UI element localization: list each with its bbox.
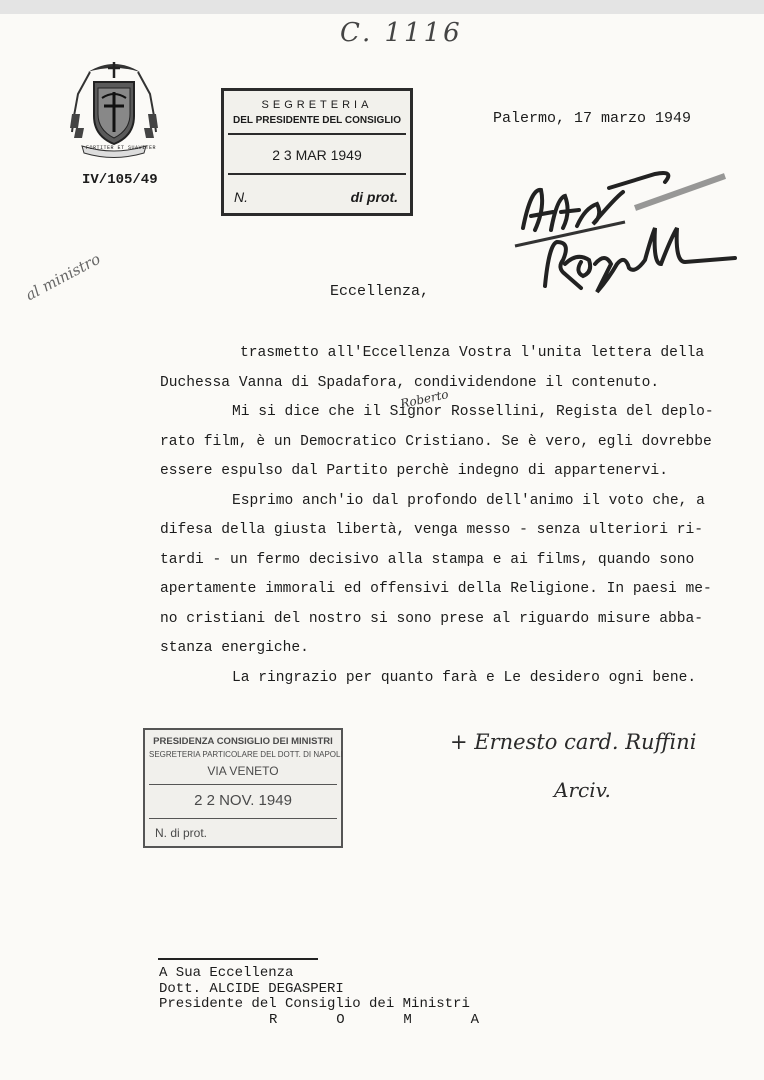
stamp-protocol-label: di prot. — [350, 189, 398, 205]
archive-stamp — [143, 728, 343, 848]
body-line: difesa della giusta libertà, venga messo - senza ulteriori ri- — [160, 522, 703, 538]
archive-stamp-divider — [149, 784, 337, 785]
stamp-line-2: DEL PRESIDENTE DEL CONSIGLIO — [233, 115, 401, 126]
body-line: apertamente immorali ed offensivi della Religione. In paesi me- — [160, 581, 712, 597]
stamp-date: 2 3 MAR 1949 — [272, 147, 362, 163]
signature-title: Arciv. — [554, 778, 611, 802]
received-stamp — [221, 88, 413, 216]
archive-stamp-line-2: SEGRETERIA PARTICOLARE DEL DOTT. DI NAPOLI — [149, 750, 343, 759]
archive-stamp-line-1: PRESIDENZA CONSIGLIO DEI MINISTRI — [153, 736, 333, 747]
letter-body — [160, 339, 740, 693]
address-line: Dott. ALCIDE DEGASPERI — [159, 980, 344, 997]
archive-stamp-protocol: N. di prot. — [155, 826, 208, 840]
scan-edge — [0, 0, 764, 14]
body-line: tardi - un fermo decisivo alla stampa e ai films, quando sono — [160, 551, 695, 568]
body-line: stanza energiche. — [160, 640, 309, 656]
stamp-protocol — [234, 189, 402, 205]
address-line: A Sua Eccellenza — [159, 965, 294, 981]
body-line: trasmetto all'Eccellenza Vostra l'unita lettera della — [240, 345, 705, 361]
document-reference: IV/105/49 — [82, 172, 158, 188]
signature-name: + Ernesto card. Ruffini — [450, 730, 697, 754]
margin-note: al ministro — [22, 249, 104, 305]
address-city: R O M A — [269, 1011, 480, 1028]
archive-stamp-divider — [149, 818, 337, 819]
body-line: La ringrazio per quanto farà e Le desidero ogni bene. — [232, 669, 697, 686]
place-and-date: Palermo, 17 marzo 1949 — [493, 110, 692, 127]
body-line: essere espulso dal Partito perchè indegno di appartenervi. — [160, 463, 668, 479]
body-line: no cristiani del nostro si sono prese al riguardo misure abba- — [160, 610, 703, 627]
address-line: Presidente del Consiglio dei Ministri — [159, 996, 470, 1012]
handwritten-annotation-signature — [505, 168, 745, 298]
archive-number: C. 1116 — [340, 18, 463, 48]
archive-stamp-line-3: VIA VENETO — [207, 764, 279, 778]
body-line: rato film, è un Democratico Cristiano. Se è vero, egli dovrebbe — [160, 433, 712, 450]
body-line: Mi si dice che il Signor Rossellini, Regista del deplo- — [232, 404, 714, 420]
stamp-divider — [228, 173, 406, 175]
body-line: Duchessa Vanna di Spadafora, condividendone il contenuto. — [160, 374, 660, 391]
body-line: Esprimo anch'io dal profondo dell'animo il voto che, a — [232, 492, 705, 509]
cardinal-signature — [450, 724, 710, 814]
archive-stamp-date: 2 2 NOV. 1949 — [194, 792, 292, 809]
address-divider — [158, 958, 318, 960]
handwritten-insert: Roberto — [399, 387, 450, 411]
salutation: Eccellenza, — [330, 283, 430, 300]
recipient-address — [159, 966, 479, 1028]
stamp-protocol-number-label: N. — [234, 189, 248, 205]
stamp-divider — [228, 133, 406, 135]
coat-of-arms-motto: FORTITER ET SUAVITER — [86, 145, 157, 151]
stamp-line-1: SEGRETERIA — [261, 99, 373, 111]
